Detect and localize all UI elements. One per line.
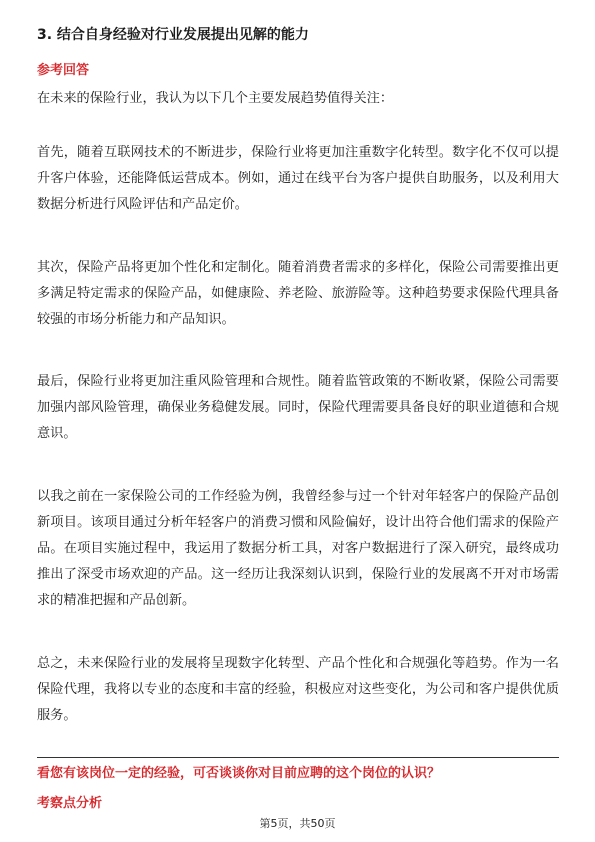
answer-label: 参考回答: [37, 63, 90, 78]
question-title: 3. 结合自身经验对行业发展提出见解的能力: [37, 27, 309, 43]
section-divider: [37, 757, 559, 758]
answer-paragraph: 最后，保险行业将更加注重风险管理和合规性。随着监管政策的不断收紧，保险公司需要加强内部风险管理，确保业务稳健发展。同时，保险代理需要具备良好的职业道德和合规意识。: [37, 374, 559, 441]
answer-intro: 在未来的保险行业，我认为以下几个主要发展趋势值得关注：: [37, 91, 394, 106]
answer-paragraph: 首先，随着互联网技术的不断进步，保险行业将更加注重数字化转型。数字化不仅可以提升客户体验，还能降低运营成本。例如，通过在线平台为客户提供自助服务，以及利用大数据分析进行风险评估和产品定价。: [37, 145, 559, 212]
next-question-title: 看您有该岗位一定的经验，可否谈谈你对目前应聘的这个岗位的认识？: [37, 766, 441, 781]
page-number: 第5页，共50页: [259, 817, 336, 830]
answer-paragraph: 总之，未来保险行业的发展将呈现数字化转型、产品个性化和合规强化等趋势。作为一名保险代理，我将以专业的态度和丰富的经验，积极应对这些变化，为公司和客户提供优质服务。: [37, 656, 559, 723]
answer-paragraph: 其次，保险产品将更加个性化和定制化。随着消费者需求的多样化，保险公司需要推出更多满足特定需求的保险产品，如健康险、养老险、旅游险等。这种趋势要求保险代理具备较强的市场分析能力和产品知识。: [37, 260, 559, 327]
answer-paragraph: 以我之前在一家保险公司的工作经验为例，我曾经参与过一个针对年轻客户的保险产品创新项目。该项目通过分析年轻客户的消费习惯和风险偏好，设计出符合他们需求的保险产品。在项目实施过程中，我运用了数据分析工具，对客户数据进行了深入研究，最终成功推出了深受市场欢迎的产品。这一经历让我深刻认识到，保险行业的发展离不开对市场需求的精准把握和产品创新。: [37, 489, 559, 608]
next-question-label: 考察点分析: [37, 796, 103, 811]
